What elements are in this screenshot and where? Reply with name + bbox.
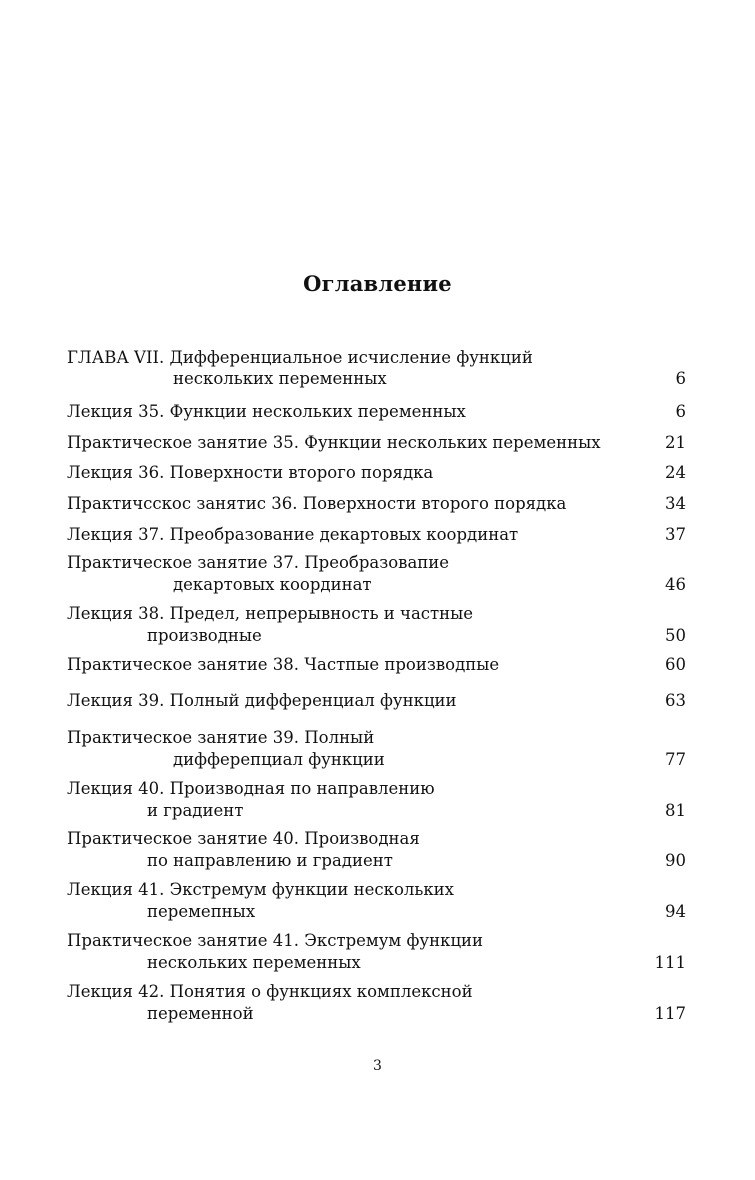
toc-entry-title-cont: нескольких переменных [147,953,361,972]
toc-entry-title: Лекция 39. Полный дифференциал функции [67,691,457,710]
page-number: 3 [373,1058,382,1074]
toc-entry-page: 117 [654,1004,686,1023]
toc-entry-title: Практическое занятие 38. Частпые производпые [67,655,500,674]
toc-entry-title: Практическое занятие 41. Экстремум функции [67,931,484,950]
toc-entry-title: Лекция 40. Производная по направлению [67,779,435,798]
toc-entry-page: 63 [665,691,686,710]
toc-entry-page: 34 [665,494,686,513]
toc-entry-page: 46 [665,575,686,594]
toc-entry-page: 21 [665,433,686,452]
toc-entry-title: Лекция 42. Понятия о функциях комплексной [67,982,473,1001]
toc-entry-page: 50 [665,626,686,645]
toc-entry-title-cont: дифферепциал функции [173,750,385,769]
toc-entry-title-cont: нескольких переменных [173,369,387,388]
toc-entry-page: 60 [665,655,686,674]
toc-entry-title: Практическое занятие 35. Функции нескольких переменных [67,433,601,452]
page-title: Оглавление [303,271,452,296]
toc-entry-title: Лекция 35. Функции нескольких переменных [67,402,466,421]
toc-entry-title: Практичсскос занятис 36. Поверхности второго порядка [67,494,567,513]
toc-entry-page: 90 [665,851,686,870]
toc-entry-title-cont: и градиент [147,801,244,820]
toc-entry-title: Лекция 41. Экстремум функции нескольких [67,880,454,899]
toc-entry-page: 6 [675,369,686,388]
toc-entry-page: 37 [665,525,686,544]
toc-entry-title-cont: по направлению и градиент [147,851,393,870]
toc-entry-page: 94 [665,902,686,921]
toc-entry-title: Практическое занятие 40. Производная [67,829,420,848]
toc-entry-page: 111 [654,953,686,972]
toc-entry-title: Лекция 38. Предел, непрерывность и частные [67,604,474,623]
toc-entry-page: 77 [665,750,686,769]
toc-entry-title-cont: перемепных [147,902,256,921]
toc-entry-title: Практическое занятие 39. Полный [67,728,375,747]
toc-entry-title: Практическое занятие 37. Преобразовапие [67,553,450,572]
toc-entry-page: 24 [665,463,686,482]
toc-entry-page: 81 [665,801,686,820]
toc-entry-title-cont: декартовых координат [173,575,372,594]
toc-entry-title-cont: переменной [147,1004,254,1023]
toc-entry-title: ГЛАВА VII. Дифференциальное исчисление функций [67,348,533,367]
toc-entry-title-cont: производные [147,626,262,645]
toc-entry-title: Лекция 37. Преобразование декартовых координат [67,525,519,544]
toc-entry-page: 6 [675,402,686,421]
toc-entry-title: Лекция 36. Поверхности второго порядка [67,463,434,482]
